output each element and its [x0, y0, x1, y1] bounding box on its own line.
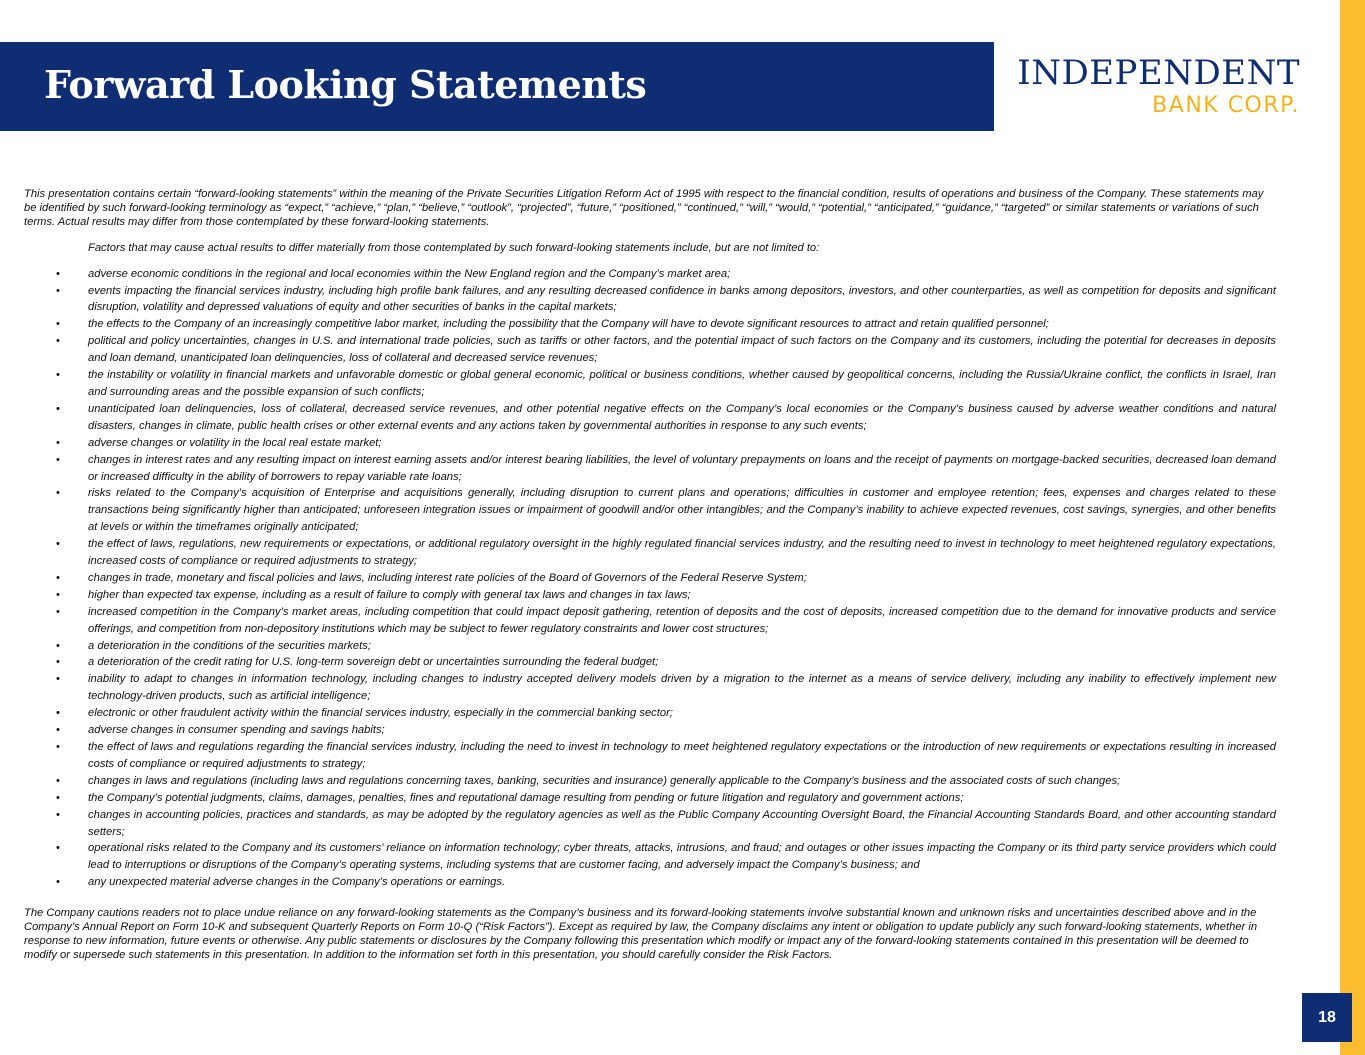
bullet-icon: • [56, 724, 60, 737]
page-title: Forward Looking Statements [44, 62, 647, 107]
logo-wordmark: INDEPENDENT [1017, 53, 1300, 93]
risk-factor-item [24, 790, 1276, 807]
bullet-icon: • [56, 842, 60, 855]
bullet-icon: • [56, 284, 60, 297]
risk-factor-item [24, 485, 1276, 536]
risk-factor-text: the Company’s potential judgments, claims, damages, penalties, fines and reputational damage resulting from pending or future litigation and regulatory and government actions; [88, 791, 964, 804]
risk-factor-item [24, 570, 1276, 587]
risk-factor-item [24, 435, 1276, 452]
risk-factor-text: the effect of laws, regulations, new requirements or expectations, or additional regulatory oversight in the highly regulated financial services industry, and the resulting need to invest in technology to meet heightened regulatory expectations, increased costs of compliance or required adjustments to strategy; [88, 538, 1276, 568]
bullet-icon: • [56, 791, 60, 804]
risk-factor-text: changes in interest rates and any resulting impact on interest earning assets and/or interest bearing liabilities, the level of voluntary prepayments on loans and the receipt of payments on mortgage-backed securities, decreased loan demand or increased difficulty in the ability of borrowers to repay variable rate loans; [88, 453, 1276, 483]
risk-factor-item [24, 722, 1276, 739]
risk-factor-list [24, 266, 1276, 892]
risk-factor-item [24, 773, 1276, 790]
risk-factor-text: inability to adapt to changes in information technology, including changes to industry accepted delivery models driven by a migration to the internet as a means of service delivery, including any inability to effectively implement new technology-driven products, such as artificial intelligence; [88, 673, 1276, 703]
risk-factor-item [24, 452, 1276, 486]
bullet-icon: • [56, 673, 60, 686]
risk-factor-item [24, 705, 1276, 722]
risk-factor-item [24, 604, 1276, 638]
bullet-icon: • [56, 538, 60, 551]
risk-factor-item [24, 671, 1276, 705]
bullet-icon: • [56, 436, 60, 449]
risk-factor-text: the instability or volatility in financial markets and unfavorable domestic or global general economic, political or business conditions, whether caused by geopolitical concerns, including the Russia/Ukraine conflict, the conflicts in Israel, Iran and surrounding areas and the possible expansion of such conflicts; [88, 369, 1276, 398]
risk-factor-item [24, 266, 1276, 283]
risk-factor-item [24, 807, 1276, 841]
disclaimer-body [24, 188, 1276, 963]
intro-paragraph: This presentation contains certain “forward-looking statements” within the meaning of the Private Securities Litigation Reform Act of 1995 with respect to the financial condition, results of operations and business of the Company. These statements may be identified by such forward-looking terminology as “expect,” “achieve,” “plan,” “believe,” “outlook”, “projected”, “future,” “positioned,” “continued,” “will,” “would,” “potential,” “anticipated,” “guidance,” “targeted” or similar statements or variations of such terms. Actual results may differ from those contemplated by these forward-looking statements. [24, 188, 1264, 228]
risk-factor-item [24, 587, 1276, 604]
bullet-icon: • [56, 774, 60, 787]
company-logo [1017, 53, 1300, 122]
risk-factor-item [24, 401, 1276, 435]
risk-factor-text: a deterioration in the conditions of the securities markets; [88, 639, 371, 652]
bullet-icon: • [56, 656, 60, 669]
risk-factor-text: changes in laws and regulations (including laws and regulations concerning taxes, banking, securities and insurance) generally applicable to the Company’s business and the associated costs of such changes; [88, 774, 1121, 787]
risk-factor-text: events impacting the financial services industry, including high profile bank failures, and any resulting decreased confidence in banks among depositors, investors, and other counterparties, as well as competition for deposits and significant disruption, volatility and depressed valuations of equity and other securities of banks in the capital markets; [88, 284, 1276, 314]
logo-subtitle: BANK CORP. [1152, 93, 1300, 118]
risk-factor-text: higher than expected tax expense, including as a result of failure to comply with general tax laws and changes in tax laws; [88, 588, 691, 601]
bullet-icon: • [56, 335, 60, 348]
bullet-icon: • [56, 402, 60, 415]
risk-factor-item [24, 316, 1276, 333]
risk-factor-text: adverse changes or volatility in the local real estate market; [88, 436, 382, 449]
risk-factor-text: any unexpected material adverse changes in the Company’s operations or earnings. [88, 876, 506, 889]
risk-factor-item [24, 654, 1276, 671]
page-number: 18 [1302, 993, 1352, 1042]
bullet-icon: • [56, 741, 60, 753]
risk-factor-text: operational risks related to the Company and its customers’ reliance on information technology; cyber threats, attacks, intrusions, and fraud; and outages or other issues impacting the Company or its third party service providers which could lead to interruptions or disruptions of the Company’s operating systems, including systems that are customer facing, and adversely impact the Company’s business; and [88, 842, 1276, 872]
bullet-icon: • [56, 808, 60, 821]
risk-factor-text: increased competition in the Company’s market areas, including competition that could impact deposit gathering, retention of deposits and the cost of deposits, increased competition due to the demand for innovative products and service offerings, and competition from non-depository institutions which may be subject to fewer regulatory constraints and lower cost structures; [88, 605, 1276, 635]
risk-factor-item [24, 536, 1276, 570]
bullet-icon: • [56, 588, 60, 601]
risk-factor-text: electronic or other fraudulent activity within the financial services industry, especially in the commercial banking sector; [88, 707, 673, 720]
risk-factor-text: risks related to the Company’s acquisition of Enterprise and acquisitions generally, including disruption to current plans and operations; difficulties in customer and employee retention; fees, expenses and charges related to these transactions being significantly higher than anticipated; unforeseen integration issues or impairment of goodwill and/or other intangibles; and the Company’s inability to achieve expected revenues, cost savings, synergies, and other benefits at levels or within the timeframes originally anticipated; [88, 487, 1276, 534]
bullet-icon: • [56, 639, 60, 652]
risk-factor-item [24, 638, 1276, 655]
bullet-icon: • [56, 707, 60, 720]
closing-paragraph: The Company cautions readers not to place undue reliance on any forward-looking statements as the Company’s business and its forward-looking statements involve substantial known and unknown risks and uncertainties described above and in the Company’s Annual Report on Form 10-K and subsequent Quarterly Reports on Form 10-Q (“Risk Factors”). Except as required by law, the Company disclaims any intent or obligation to update publicly any such forward-looking statements, whether in response to new information, future events or otherwise. Any public statements or disclosures by the Company following this presentation which modify or impact any of the forward-looking statements contained in this presentation will be deemed to modify or supersede such statements in this presentation. In addition to the information set forth in this presentation, you should carefully consider the Risk Factors. [24, 907, 1258, 961]
risk-factor-text: political and policy uncertainties, changes in U.S. and international trade policies, such as tariffs or other factors, and the potential impact of such factors on the Company and its customers, including the potential for decreases in deposits and loan demand, unanticipated loan delinquencies, loss of collateral and decreased service revenues; [88, 335, 1276, 365]
bullet-icon: • [56, 318, 60, 331]
risk-factor-text: the effects to the Company of an increasingly competitive labor market, including the possibility that the Company will have to devote significant resources to attract and retain qualified personnel; [88, 318, 1049, 331]
bullet-icon: • [56, 453, 60, 466]
risk-factor-text: changes in trade, monetary and fiscal policies and laws, including interest rate policies of the Board of Governors of the Federal Reserve System; [88, 571, 807, 584]
bullet-icon: • [56, 571, 60, 584]
bullet-icon: • [56, 369, 60, 382]
risk-factor-item [24, 739, 1276, 773]
risk-factor-text: adverse economic conditions in the regional and local economies within the New England region and the Company’s market area; [88, 267, 731, 280]
risk-factor-item [24, 283, 1276, 317]
bullet-icon: • [56, 267, 60, 280]
risk-factor-text: unanticipated loan delinquencies, loss of collateral, decreased service revenues, and other potential negative effects on the Company’s local economies or the Company's business caused by adverse weather conditions and natural disasters, changes in climate, public health crises or other external events and any actions taken by governmental authorities in response to any such events; [88, 402, 1276, 432]
risk-factor-text: changes in accounting policies, practices and standards, as may be adopted by the regulatory agencies as well as the Public Company Accounting Oversight Board, the Financial Accounting Standards Board, and other accounting standard setters; [88, 808, 1276, 838]
risk-factor-text: adverse changes in consumer spending and savings habits; [88, 724, 385, 737]
risk-factor-item [24, 874, 1276, 891]
bullet-icon: • [56, 876, 60, 889]
risk-factor-item [24, 333, 1276, 367]
gold-side-stripe [1340, 0, 1365, 1055]
risk-factor-text: the effect of laws and regulations regarding the financial services industry, including the need to invest in technology to meet heightened regulatory expectations or the introduction of new requirements or expectations resulting in increased costs of compliance or required adjustments to strategy; [88, 741, 1276, 770]
bullet-icon: • [56, 605, 60, 618]
risk-factor-text: a deterioration of the credit rating for U.S. long-term sovereign debt or uncertainties surrounding the federal budget; [88, 656, 659, 669]
risk-factor-item [24, 840, 1276, 874]
bullet-icon: • [56, 487, 60, 500]
risk-factor-item [24, 367, 1276, 401]
factors-lead: Factors that may cause actual results to differ materially from those contemplated by such forward-looking statements include, but are not limited to: [88, 241, 820, 254]
